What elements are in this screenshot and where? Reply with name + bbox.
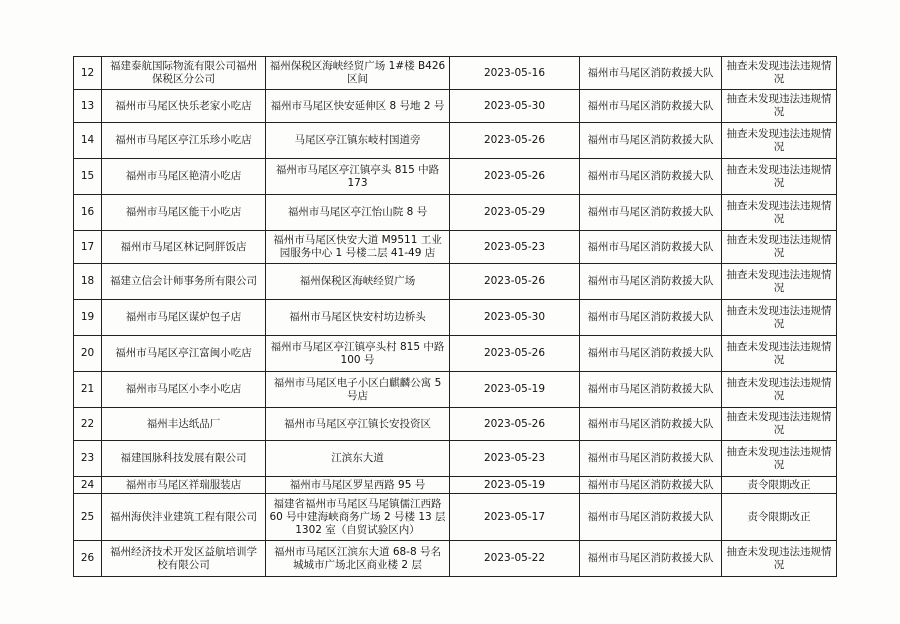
inspecting-unit: 福州市马尾区消防救援大队	[580, 477, 722, 494]
entity-address: 福州市马尾区电子小区白麒麟公寓 5 号店	[266, 372, 450, 408]
inspecting-unit: 福州市马尾区消防救援大队	[580, 441, 722, 477]
table-row	[74, 372, 837, 408]
table-row	[74, 300, 837, 336]
inspection-result: 抽查未发现违法违规情况	[722, 441, 837, 477]
row-number: 18	[74, 264, 102, 300]
entity-name: 福州海侠沣业建筑工程有限公司	[102, 494, 266, 541]
table-row	[74, 90, 837, 123]
table-row	[74, 264, 837, 300]
inspection-records-table	[73, 56, 837, 577]
inspection-result: 责令限期改正	[722, 477, 837, 494]
entity-name: 福州市马尾区快乐老家小吃店	[102, 90, 266, 123]
entity-address: 福州市马尾区江滨东大道 68-8 号名城城市广场北区商业楼 2 层	[266, 541, 450, 577]
inspection-date: 2023-05-26	[450, 123, 580, 159]
row-number: 14	[74, 123, 102, 159]
row-number: 15	[74, 159, 102, 195]
entity-name: 福州市马尾区林记阿胖饭店	[102, 231, 266, 264]
entity-name: 福州市马尾区谋炉包子店	[102, 300, 266, 336]
entity-address: 福州市马尾区快安村坊边桥头	[266, 300, 450, 336]
inspection-date: 2023-05-26	[450, 336, 580, 372]
inspection-date: 2023-05-22	[450, 541, 580, 577]
table-row	[74, 195, 837, 231]
entity-address: 福州保税区海峡经贸广场 1#楼 B426 区间	[266, 57, 450, 90]
row-number: 13	[74, 90, 102, 123]
inspection-date: 2023-05-19	[450, 372, 580, 408]
inspecting-unit: 福州市马尾区消防救援大队	[580, 408, 722, 441]
entity-address: 福州市马尾区快安延伸区 8 号地 2 号	[266, 90, 450, 123]
row-number: 22	[74, 408, 102, 441]
entity-address: 江滨东大道	[266, 441, 450, 477]
inspecting-unit: 福州市马尾区消防救援大队	[580, 336, 722, 372]
row-number: 21	[74, 372, 102, 408]
inspection-result: 抽查未发现违法违规情况	[722, 195, 837, 231]
inspection-date: 2023-05-16	[450, 57, 580, 90]
inspection-result: 责令限期改正	[722, 494, 837, 541]
inspecting-unit: 福州市马尾区消防救援大队	[580, 494, 722, 541]
row-number: 20	[74, 336, 102, 372]
inspection-result: 抽查未发现违法违规情况	[722, 90, 837, 123]
entity-name: 福州经济技术开发区益航培训学校有限公司	[102, 541, 266, 577]
entity-address: 福州市马尾区亭江怡山院 8 号	[266, 195, 450, 231]
entity-address: 福州市马尾区亭江镇亭头村 815 中路 100 号	[266, 336, 450, 372]
inspection-date: 2023-05-26	[450, 264, 580, 300]
row-number: 23	[74, 441, 102, 477]
inspection-result: 抽查未发现违法违规情况	[722, 336, 837, 372]
row-number: 24	[74, 477, 102, 494]
inspection-result: 抽查未发现违法违规情况	[722, 123, 837, 159]
table-row	[74, 408, 837, 441]
inspection-result: 抽查未发现违法违规情况	[722, 372, 837, 408]
entity-address: 福建省福州市马尾区马尾镇儒江西路 60 号中建海峡商务广场 2 号楼 13 层 1302 室（自贸试验区内）	[266, 494, 450, 541]
inspecting-unit: 福州市马尾区消防救援大队	[580, 57, 722, 90]
inspecting-unit: 福州市马尾区消防救援大队	[580, 372, 722, 408]
inspecting-unit: 福州市马尾区消防救援大队	[580, 300, 722, 336]
entity-address: 福州市马尾区亭江镇长安投资区	[266, 408, 450, 441]
inspection-result: 抽查未发现违法违规情况	[722, 264, 837, 300]
inspection-date: 2023-05-23	[450, 231, 580, 264]
entity-name: 福州市马尾区亭江富闽小吃店	[102, 336, 266, 372]
row-number: 17	[74, 231, 102, 264]
inspection-date: 2023-05-26	[450, 408, 580, 441]
inspection-date: 2023-05-26	[450, 159, 580, 195]
row-number: 12	[74, 57, 102, 90]
inspection-result: 抽查未发现违法违规情况	[722, 408, 837, 441]
inspecting-unit: 福州市马尾区消防救援大队	[580, 231, 722, 264]
row-number: 25	[74, 494, 102, 541]
inspecting-unit: 福州市马尾区消防救援大队	[580, 159, 722, 195]
entity-address: 福州市马尾区亭江镇亭头 815 中路 173	[266, 159, 450, 195]
inspection-result: 抽查未发现违法违规情况	[722, 159, 837, 195]
table-row	[74, 477, 837, 494]
table-row	[74, 57, 837, 90]
inspection-date: 2023-05-30	[450, 300, 580, 336]
table-row	[74, 441, 837, 477]
entity-name: 福建立信会计师事务所有限公司	[102, 264, 266, 300]
entity-name: 福建泰航国际物流有限公司福州保税区分公司	[102, 57, 266, 90]
entity-name: 福州市马尾区祥瑞服装店	[102, 477, 266, 494]
inspecting-unit: 福州市马尾区消防救援大队	[580, 90, 722, 123]
inspecting-unit: 福州市马尾区消防救援大队	[580, 123, 722, 159]
entity-name: 福州市马尾区亭江乐珍小吃店	[102, 123, 266, 159]
entity-name: 福建国脉科技发展有限公司	[102, 441, 266, 477]
inspection-date: 2023-05-29	[450, 195, 580, 231]
table-body	[74, 57, 837, 577]
inspection-date: 2023-05-30	[450, 90, 580, 123]
table-row	[74, 159, 837, 195]
row-number: 16	[74, 195, 102, 231]
table-row	[74, 541, 837, 577]
inspection-result: 抽查未发现违法违规情况	[722, 231, 837, 264]
entity-name: 福州丰达纸品厂	[102, 408, 266, 441]
inspection-result: 抽查未发现违法违规情况	[722, 541, 837, 577]
inspection-date: 2023-05-19	[450, 477, 580, 494]
inspecting-unit: 福州市马尾区消防救援大队	[580, 264, 722, 300]
entity-name: 福州市马尾区艳清小吃店	[102, 159, 266, 195]
entity-name: 福州市马尾区小李小吃店	[102, 372, 266, 408]
inspection-date: 2023-05-17	[450, 494, 580, 541]
table-row	[74, 336, 837, 372]
entity-address: 马尾区亭江镇东岐村国道旁	[266, 123, 450, 159]
table-row	[74, 231, 837, 264]
inspecting-unit: 福州市马尾区消防救援大队	[580, 541, 722, 577]
entity-address: 福州保税区海峡经贸广场	[266, 264, 450, 300]
entity-address: 福州市马尾区罗星西路 95 号	[266, 477, 450, 494]
entity-name: 福州市马尾区能干小吃店	[102, 195, 266, 231]
inspection-result: 抽查未发现违法违规情况	[722, 300, 837, 336]
row-number: 26	[74, 541, 102, 577]
table-row	[74, 494, 837, 541]
inspecting-unit: 福州市马尾区消防救援大队	[580, 195, 722, 231]
table-row	[74, 123, 837, 159]
entity-address: 福州市马尾区快安大道 M9511 工业园服务中心 1 号楼二层 41-49 店	[266, 231, 450, 264]
row-number: 19	[74, 300, 102, 336]
inspection-date: 2023-05-23	[450, 441, 580, 477]
inspection-result: 抽查未发现违法违规情况	[722, 57, 837, 90]
